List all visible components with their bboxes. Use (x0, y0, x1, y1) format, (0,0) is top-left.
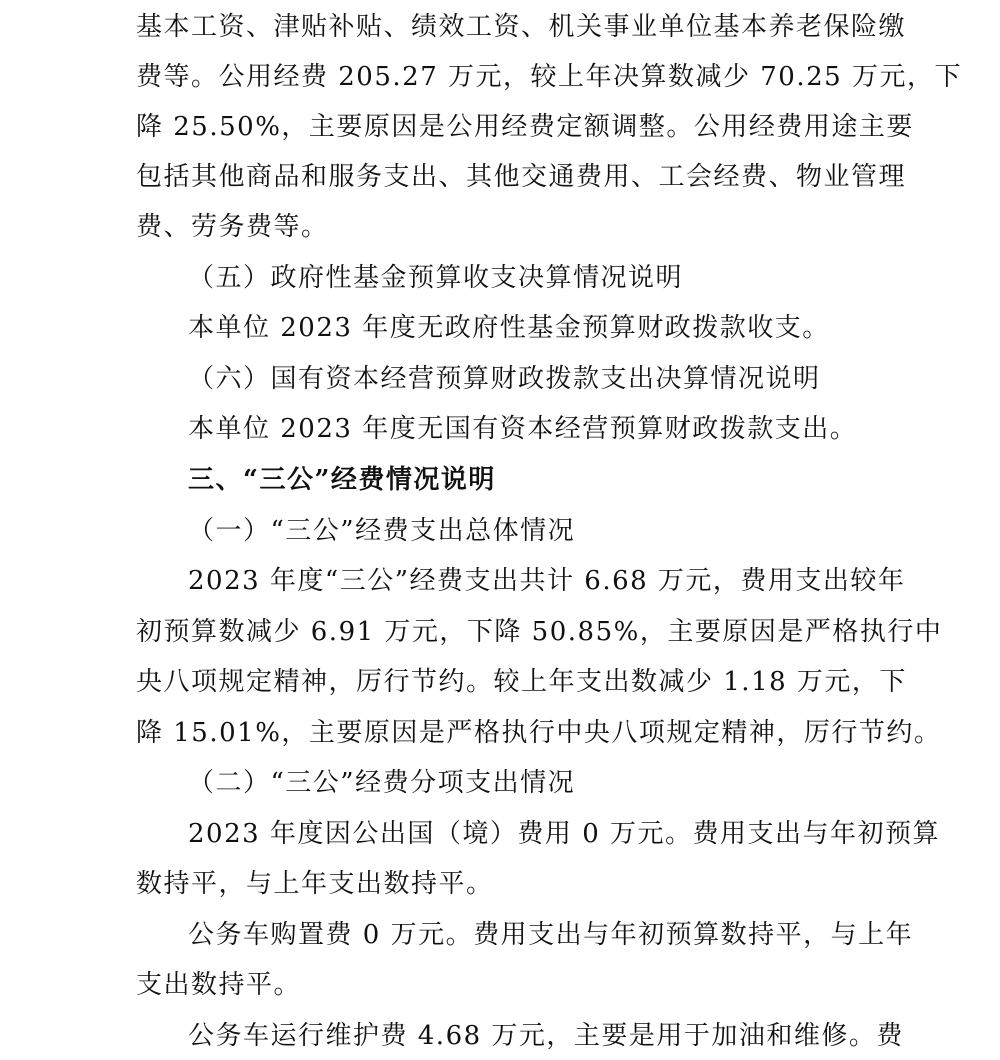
paragraph-line: 费、劳务费等。 (136, 212, 329, 242)
paragraph-line: 公务车运行维护费 4.68 万元，主要是用于加油和维修。费 (188, 1021, 904, 1051)
paragraph-line: 费等。公用经费 205.27 万元，较上年决算数减少 70.25 万元，下 (136, 62, 962, 92)
paragraph-line: 初预算数减少 6.91 万元，下降 50.85%，主要原因是严格执行中 (136, 617, 943, 647)
paragraph-line: 降 15.01%，主要原因是严格执行中央八项规定精神，厉行节约。 (136, 718, 942, 748)
section-heading: （六）国有资本经营预算财政拨款支出决算情况说明 (188, 364, 821, 394)
paragraph-line: 支出数持平。 (136, 970, 302, 1000)
paragraph-line: 2023 年度“三公”经费支出共计 6.68 万元，费用支出较年 (188, 566, 906, 596)
paragraph-line: 本单位 2023 年度无政府性基金预算财政拨款收支。 (188, 313, 830, 343)
section-heading: （二）“三公”经费分项支出情况 (188, 768, 576, 798)
paragraph-line: 基本工资、津贴补贴、绩效工资、机关事业单位基本养老保险缴 (136, 12, 907, 42)
paragraph-line: 2023 年度因公出国（境）费用 0 万元。费用支出与年初预算 (188, 819, 941, 849)
paragraph-line: 降 25.50%，主要原因是公用经费定额调整。公用经费用途主要 (136, 112, 914, 142)
paragraph-line: 包括其他商品和服务支出、其他交通费用、工会经费、物业管理 (136, 162, 907, 192)
section-heading: （五）政府性基金预算收支决算情况说明 (188, 263, 684, 293)
paragraph-line: 本单位 2023 年度无国有资本经营预算财政拨款支出。 (188, 414, 858, 444)
paragraph-line: 央八项规定精神，厉行节约。较上年支出数减少 1.18 万元，下 (136, 667, 907, 697)
paragraph-line: 数持平，与上年支出数持平。 (136, 869, 494, 899)
section-heading: （一）“三公”经费支出总体情况 (188, 516, 576, 546)
paragraph-line: 公务车购置费 0 万元。费用支出与年初预算数持平，与上年 (188, 920, 914, 950)
chapter-heading: 三、“三公”经费情况说明 (188, 465, 496, 495)
